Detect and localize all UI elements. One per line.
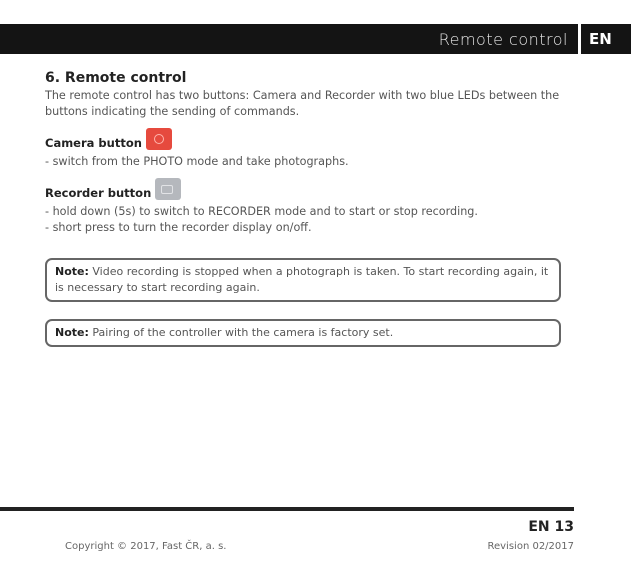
main-content	[45, 70, 560, 236]
header-bar	[0, 24, 578, 54]
note-text: Video recording is stopped when a photograph is taken. To start recording again, it is necessary to start recording again.	[55, 265, 549, 294]
intro-paragraph: The remote control has two buttons: Camera and Recorder with two blue LEDs between the buttons indicating the sending of commands.	[45, 89, 560, 118]
language-tab: EN	[581, 24, 631, 54]
note-label: Note:	[55, 265, 89, 278]
footer-divider	[0, 507, 574, 511]
note-label: Note:	[55, 326, 89, 339]
section-title: 6. Remote control	[45, 70, 187, 86]
camera-icon	[146, 128, 172, 150]
revision-text: Revision 02/2017	[487, 541, 574, 552]
recorder-button-line: - short press to turn the recorder display on/off.	[45, 221, 312, 234]
note-box	[45, 258, 561, 302]
note-text: Pairing of the controller with the camera is factory set.	[88, 326, 394, 339]
video-recorder-icon	[155, 178, 181, 200]
note-box	[45, 319, 561, 347]
recorder-button-heading-text: Recorder button	[45, 186, 152, 200]
camera-button-heading-text: Camera button	[45, 136, 142, 150]
recorder-button-heading	[45, 182, 560, 204]
camera-button-heading	[45, 132, 560, 154]
page-header-title: Remote control	[438, 30, 568, 49]
camera-button-line: - switch from the PHOTO mode and take photographs.	[45, 155, 349, 168]
copyright-text: Copyright © 2017, Fast ČR, a. s.	[65, 541, 227, 552]
recorder-button-line: - hold down (5s) to switch to RECORDER mode and to start or stop recording.	[45, 205, 478, 218]
page-number: EN 13	[528, 519, 574, 535]
